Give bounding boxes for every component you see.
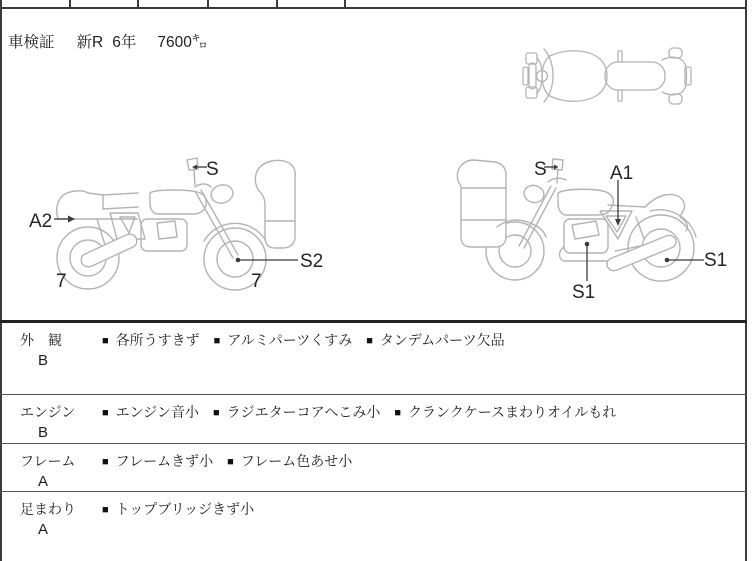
defect-item: タンデムパーツ欠品 — [379, 332, 505, 348]
bullet-square-icon: ■ — [213, 335, 221, 347]
grade-label: A — [38, 521, 49, 538]
defect-items — [102, 402, 630, 422]
defect-item: 各所うすきず — [115, 332, 200, 348]
category-label: 足まわり — [20, 501, 76, 517]
defect-items — [102, 330, 519, 350]
bullet-square-icon: ■ — [212, 407, 220, 419]
registration-era: 新R — [76, 34, 104, 51]
inspection-row-undercarriage — [2, 492, 745, 561]
marker-a2: A2 — [29, 211, 53, 232]
registration-year: 6年 — [112, 34, 137, 51]
bullet-square-icon: ■ — [227, 456, 234, 468]
marker-s1-wheel: S1 — [704, 250, 728, 271]
defect-item: ラジエターコアへこみ小 — [226, 404, 381, 420]
motorcycle-left-side-diagram — [25, 147, 325, 307]
grade-label: A — [38, 473, 49, 490]
marker-7-rear-wheel: 7 — [56, 271, 67, 292]
defect-item: エンジン音小 — [115, 404, 199, 420]
defect-items — [102, 451, 366, 471]
marker-7-front-wheel: 7 — [251, 271, 262, 292]
defect-item: フレームきず小 — [115, 453, 214, 469]
shaken-info-line — [8, 30, 207, 52]
marker-s-right: S — [534, 159, 547, 180]
category-label: エンジン — [20, 404, 76, 420]
defect-items — [102, 499, 268, 519]
bullet-square-icon: ■ — [394, 407, 402, 419]
defect-item: クランクケースまわりオイルもれ — [408, 404, 617, 420]
marker-s1-engine: S1 — [572, 282, 596, 303]
bullet-square-icon: ■ — [102, 504, 109, 516]
category-label: フレーム — [20, 453, 76, 469]
marker-s-left: S — [206, 159, 219, 180]
inspection-row-frame — [2, 444, 745, 491]
bullet-square-icon: ■ — [102, 456, 109, 468]
grade-label: B — [38, 352, 49, 369]
mileage-value: 7600㌔ — [157, 34, 208, 51]
defect-item: アルミパーツくすみ — [227, 332, 353, 348]
marker-s2: S2 — [300, 251, 324, 272]
bullet-square-icon: ■ — [102, 407, 109, 419]
table-row-border — [0, 7, 747, 9]
defect-item: トップブリッジきず小 — [115, 501, 255, 517]
inspection-row-engine — [2, 395, 745, 443]
shaken-label: 車検証 — [8, 34, 55, 51]
inspection-row-exterior — [2, 323, 745, 394]
grade-label: B — [38, 424, 49, 441]
motorcycle-top-view-diagram — [492, 36, 717, 116]
bullet-square-icon: ■ — [366, 335, 373, 347]
marker-a1: A1 — [610, 163, 634, 184]
defect-item: フレーム色あせ小 — [240, 453, 353, 469]
bullet-square-icon: ■ — [102, 335, 109, 347]
category-label: 外 観 — [20, 332, 62, 348]
